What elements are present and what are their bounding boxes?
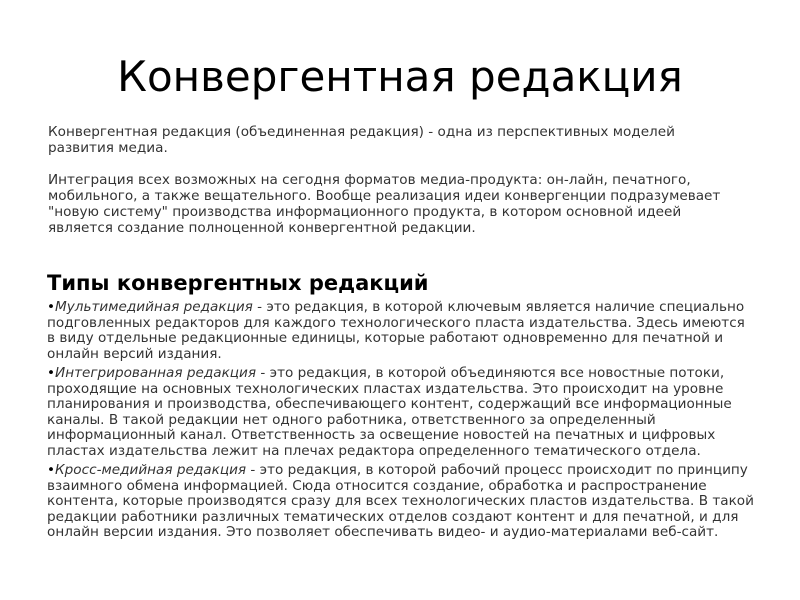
types-list	[47, 300, 755, 545]
intro-paragraph-definition: Конвергентная редакция (объединенная редакция) - одна из перспективных моделей развития медиа.	[48, 124, 675, 156]
type-item-crossmedia	[47, 463, 755, 541]
bullet-icon: •	[47, 299, 56, 315]
intro-paragraph-integration: Интеграция всех возможных на сегодня форматов медиа-продукта: он-лайн, печатного, мобильного, а также вещательного. Вообще реализация идеи конвергенции подразумевает "новую систему" производства информационного продукта, в котором основной идеей является создание полноценной конвергентной редакции.	[48, 172, 721, 236]
bullet-icon: •	[47, 365, 56, 381]
type-term: Мультимедийная редакция	[55, 299, 253, 315]
section-subtitle: Типы конвергентных редакций	[47, 271, 429, 295]
slide-title: Конвергентная редакция	[117, 52, 683, 101]
type-description: - это редакция, в которой ключевым является наличие специально подговленных редакторов для каждого технологического пласта издательства. Здесь имеются в виду отдельные редакционные единицы, которые работают одновременно для печатной и онлайн версий издания.	[47, 299, 745, 362]
type-description: - это редакция, в которой объединяются все новостные потоки, проходящие на основных технологических пластах издательства. Это происходит на уровне планирования и производства, обеспечивающего контент, содержащий все информационные каналы. В такой редакции нет одного работника, ответственного за определенный информационный канал. Ответственность за освещение новостей на печатных и цифровых пластах издательства лежит на плечах редактора определенного тематического отдела.	[47, 365, 732, 459]
type-term: Интегрированная редакция	[55, 365, 257, 381]
type-item-integrated	[47, 366, 755, 459]
intro-block	[48, 124, 728, 236]
type-description: - это редакция, в которой рабочий процесс происходит по принципу взаимного обмена информацией. Сюда относится создание, обработка и распространение контента, которые производятся сразу для всех технологических пластов издательства. В такой редакции работники различных тематических отделов создают контент и для печатной, и для онлайн версии издания. Это позволяет обеспечивать видео- и аудио-материалами веб-сайт.	[47, 462, 754, 540]
bullet-icon: •	[47, 462, 56, 478]
type-item-multimedia	[47, 300, 755, 362]
type-term: Кросс-медийная редакция	[55, 462, 247, 478]
